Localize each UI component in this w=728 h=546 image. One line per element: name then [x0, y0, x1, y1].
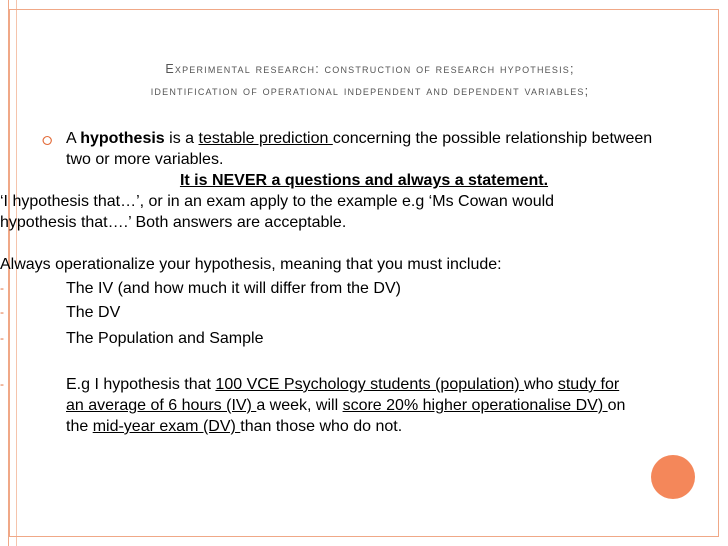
dash-bullet-icon: -	[0, 377, 4, 391]
example-item	[0, 374, 626, 437]
bullet-text-pre: A	[66, 130, 81, 147]
hypothesis-bullet	[42, 128, 662, 170]
slide-content	[0, 128, 662, 437]
statement-line: It is NEVER a questions and always a statement.	[179, 172, 549, 189]
list-item	[0, 278, 662, 299]
slide-title	[40, 58, 700, 102]
list-item	[0, 302, 662, 323]
example-text-e: than those who do not.	[240, 418, 403, 435]
example-text-b: who	[524, 376, 558, 393]
example-text-a: E.g I hypothesis that	[66, 376, 216, 393]
bullet-text-mid: is a	[164, 130, 199, 147]
example-text-d: on the	[66, 397, 626, 435]
dash-bullet-icon: -	[0, 281, 4, 295]
dash-bullet-icon: -	[0, 331, 4, 345]
bullet-bold-hypothesis: hypothesis	[80, 130, 165, 147]
operationalize-line: Always operationalize your hypothesis, meaning that you must include:	[0, 256, 502, 273]
title-line-2: identification of operational independent and dependent variables;	[150, 84, 590, 98]
ring-bullet-icon: ⭘	[42, 133, 53, 148]
example-text-c: a week, will	[256, 397, 343, 414]
dash-bullet-icon: -	[0, 305, 4, 319]
example-underline-population: 100 VCE Psychology students (population)	[215, 376, 525, 393]
example-underline-dv: mid-year exam (DV)	[92, 418, 241, 435]
list-item-text: The Population and Sample	[66, 330, 264, 347]
list-item	[0, 328, 662, 349]
quote-paragraph: ‘I hypothesis that…’, or in an exam apply to the example e.g ‘Ms Cowan would hypothesis that….’ Both answers are acceptable.	[0, 193, 555, 231]
bullet-underline-testable: testable prediction	[198, 130, 333, 147]
decorative-orange-circle	[651, 455, 695, 499]
bullet-text-post: concerning the possible relationship between two or more variables.	[66, 130, 653, 168]
list-item-text: The IV (and how much it will differ from the DV)	[66, 280, 401, 297]
example-underline-score: score 20% higher operationalise DV)	[342, 397, 608, 414]
list-item-text: The DV	[66, 304, 121, 321]
example-underline-iv: study for an average of 6 hours (IV)	[66, 376, 620, 414]
title-line-1: Experimental research: construction of research hypothesis;	[165, 62, 575, 76]
